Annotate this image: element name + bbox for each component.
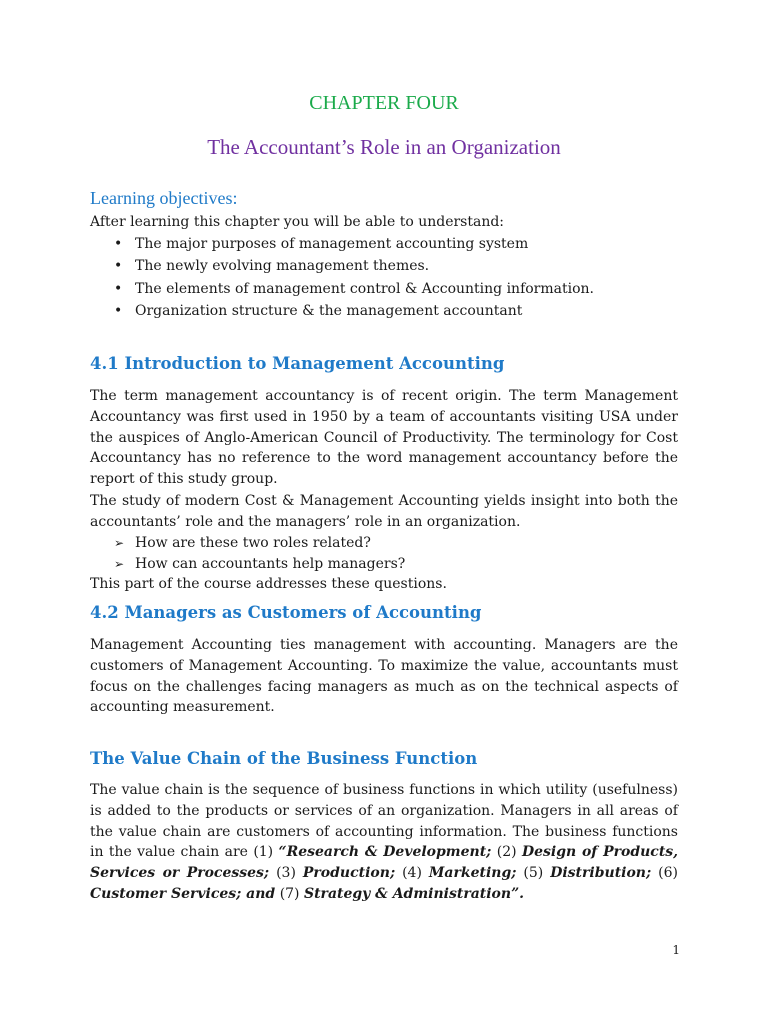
section-heading-4-2: 4.2 Managers as Customers of Accounting bbox=[90, 603, 482, 622]
list-item: ➢ How are these two roles related? bbox=[90, 533, 405, 554]
function-distribution: Distribution; bbox=[550, 865, 652, 882]
chapter-title: CHAPTER FOUR bbox=[309, 92, 459, 114]
list-item: • Organization structure & the management accountant bbox=[90, 300, 594, 322]
section-4-1-closing: This part of the course addresses these questions. bbox=[90, 576, 447, 592]
section-4-1-paragraph-1: The term management accountancy is of recent origin. The term Management Accountancy was first used in 1950 by a team of accountants visiting USA under the auspices of Anglo-American Council of Productivity. The terminology for Cost Accountancy has no reference to the word management accountancy before the report of this study group. bbox=[90, 388, 678, 488]
function-marketing: Marketing; bbox=[428, 865, 517, 882]
function-research: “Research & Development; bbox=[278, 844, 492, 861]
learning-objectives-list bbox=[90, 233, 594, 322]
function-number: (6) bbox=[658, 865, 678, 882]
function-number: (1) bbox=[253, 844, 274, 861]
function-strategy: Strategy & Administration”. bbox=[303, 885, 524, 902]
list-item: • The major purposes of management accounting system bbox=[90, 233, 594, 255]
function-number: (7) bbox=[279, 885, 300, 902]
section-4-1-paragraph-2: The study of modern Cost & Management Accounting yields insight into both the accountants’ role and the managers’ role in an organization. bbox=[90, 493, 678, 530]
list-item: • The elements of management control & Accounting information. bbox=[90, 278, 594, 300]
section-heading-4-1: 4.1 Introduction to Management Accounting bbox=[90, 354, 505, 373]
function-number: (4) bbox=[402, 865, 422, 882]
function-customer-services: Customer Services; and bbox=[90, 885, 276, 902]
list-item: ➢ How can accountants help managers? bbox=[90, 554, 405, 575]
function-design: Design of Products, Services or Processes; bbox=[90, 844, 679, 882]
function-number: (5) bbox=[523, 865, 544, 882]
value-chain-intro: The value chain is the sequence of business functions in which utility (usefulness) is added to the products or services of an organization. Managers in all areas of the value chain are customers of accounting information. The business functions in the value chain are bbox=[90, 782, 678, 861]
list-item: • The newly evolving management themes. bbox=[90, 255, 594, 277]
question-list bbox=[90, 533, 405, 575]
value-chain-heading: The Value Chain of the Business Function bbox=[90, 749, 478, 768]
function-production: Production; bbox=[302, 865, 396, 882]
section-4-2-paragraph: Management Accounting ties management with accounting. Managers are the customers of Management Accounting. To maximize the value, accountants must focus on the challenges facing managers as much as on the technical aspects of accounting measurement. bbox=[90, 637, 678, 716]
function-number: (3) bbox=[276, 865, 296, 882]
learning-objectives-intro: After learning this chapter you will be able to understand: bbox=[90, 214, 505, 230]
chapter-subtitle: The Accountant’s Role in an Organization bbox=[207, 135, 561, 159]
learning-objectives-heading: Learning objectives: bbox=[90, 188, 238, 208]
page-number: 1 bbox=[672, 943, 680, 957]
function-number: (2) bbox=[496, 844, 517, 861]
value-chain-paragraph bbox=[90, 780, 678, 905]
